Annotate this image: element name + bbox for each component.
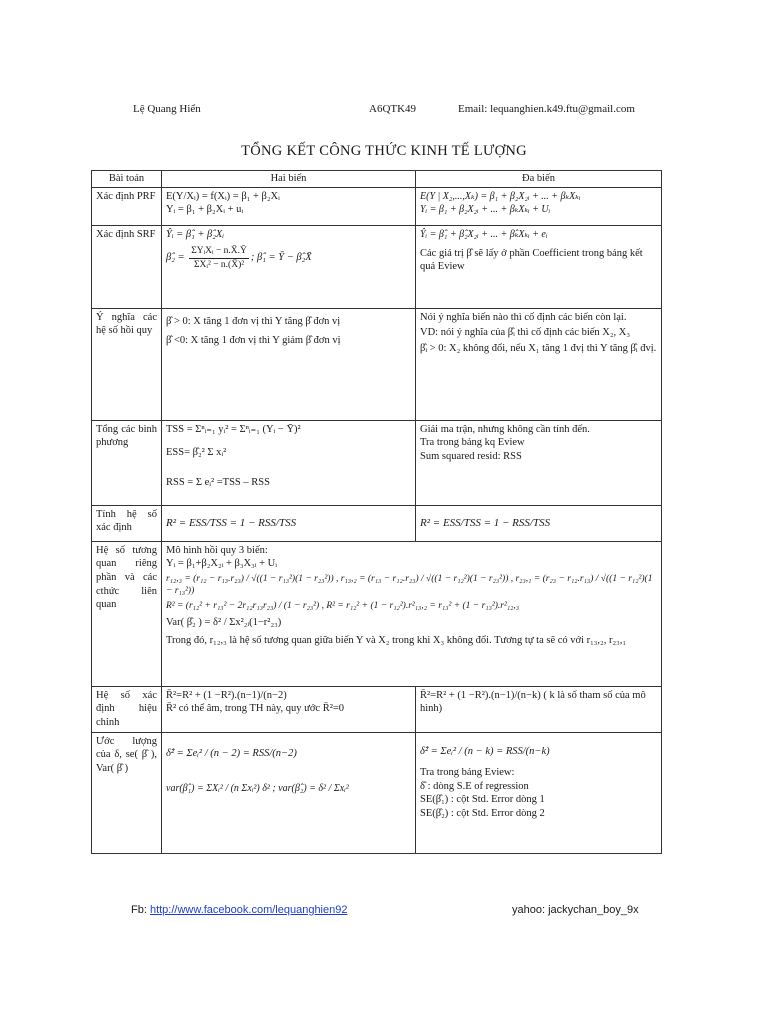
r2-two-var [162, 505, 416, 541]
prf-two-var [162, 187, 416, 225]
topic-srf: Xác định SRF [92, 225, 162, 308]
adj-multi [416, 686, 662, 732]
topic-adj: Hệ số xác định hiệu chỉnh [92, 686, 162, 732]
row-adj [92, 686, 662, 732]
author-email: Email: lequanghien.k49.ftu@gmail.com [458, 103, 635, 115]
sums-multi-line: Tra trong bảng kq Eview [420, 437, 525, 449]
est-two-var-line: δ̂² = Σeᵢ² / (n − 2) = RSS/(n−2) [166, 747, 297, 759]
row-partial [92, 541, 662, 686]
srf-multi-note: Các giá trị β̂ sẽ lấy ở phần Coefficient trong bảng kết quả Eview [420, 247, 643, 273]
meaning-multi [416, 308, 662, 420]
est-two-var [162, 732, 416, 853]
r2-multi-formula: R² = ESS/TSS = 1 − RSS/TSS [420, 516, 551, 529]
est-two-var-line: var(β̂₁) = ΣXᵢ² / (n Σxᵢ²) δ² ; var(β̂₂) = δ² / Σxᵢ² [166, 783, 349, 795]
row-sums [92, 420, 662, 505]
sums-multi-line: Sum squared resid: RSS [420, 450, 522, 462]
srf-beta2-label: β̂₂ = [166, 252, 188, 264]
srf-beta1-formula: ; β̂₁ = Ȳ − β̂₂X̄ [250, 252, 312, 264]
meaning-two-var [162, 308, 416, 420]
partial-line: R² = (r₁₂² + r₁₃² − 2r₁₂r₁₃r₂₃) / (1 − r₂₃²) , R² = r₁₂² + (1 − r₁₂²).r²₁₃,₂ = r₁₃² + (1 − r₁₃²).r²₁₂,₃ [166, 600, 520, 611]
meaning-multi-line: VD: nói ý nghĩa của β̂ᵢ thì cố định các biến X₂, X₃ [420, 327, 631, 339]
partial-content [162, 541, 662, 686]
topic-r2: Tính hệ số xác định [92, 505, 162, 541]
prf-two-var-line: E(Y/Xᵢ) = f(Xᵢ) = β₁ + β₂Xᵢ [166, 190, 280, 202]
footer-yahoo: yahoo: jackychan_boy_9x [512, 904, 639, 916]
meaning-multi-line: Nói ý nghĩa biến nào thì cố định các biến còn lại. [420, 311, 627, 323]
adj-two-var [162, 686, 416, 732]
r2-two-var-formula: R² = ESS/TSS = 1 − RSS/TSS [166, 516, 297, 529]
prf-two-var-line: Yᵢ = β₁ + β₂Xᵢ + uᵢ [166, 204, 244, 216]
est-multi-line: SE(β̂₂) : cột Std. Error dòng 2 [420, 808, 545, 820]
adj-multi-line: R̄²=R² + (1 −R²).(n−1)/(n−k) ( k là số tham số của mô hình) [420, 689, 646, 715]
header-two-var: Hai biến [162, 171, 416, 188]
partial-line: r₁₂,₃ = (r₁₂ − r₁₃.r₂₃) / √((1 − r₁₃²)(1 − r₂₃²)) , r₁₃,₂ = (r₁₃ − r₁₂.r₂₃) / √((1 − r₁₂²)(1 − r₂₃²)) , r₂₃,₁ = (r₂₃ − r₁₂.r₁₃) / √((1 − r₁₂²)(1 − r₁₃²)) [166, 573, 653, 597]
srf-beta2-denominator: ΣXᵢ² − n.(X̄)² [194, 259, 245, 270]
partial-line: Var( β̂₂ ) = δ² / Σx²₂ᵢ(1−r²₂₃) [166, 616, 282, 628]
class-code: A6QTK49 [369, 103, 417, 115]
est-multi-line: SE(β̂₁) : cột Std. Error dòng 1 [420, 794, 545, 806]
facebook-link[interactable]: http://www.facebook.com/lequanghien92 [149, 904, 348, 916]
partial-line: Yᵢ = β₁+β₂X₂ᵢ + β₃X₃ᵢ + Uᵢ [166, 558, 277, 570]
row-srf [92, 225, 662, 308]
row-prf [92, 187, 662, 225]
est-multi-line: δ̂² = Σeᵢ² / (n − k) = RSS/(n−k) [420, 745, 550, 757]
partial-line: Mô hình hồi quy 3 biến: [166, 544, 268, 556]
meaning-two-var-line: β̂ <0: X tăng 1 đơn vị thì Y giảm β̂ đơn vị [166, 335, 341, 347]
est-multi-line: δ̂ : dòng S.E of regression [420, 780, 529, 792]
srf-beta2-numerator: ΣYᵢXᵢ − n.X̄.Ȳ [189, 245, 249, 258]
row-est [92, 732, 662, 853]
srf-two-var-line: Ŷᵢ = β̂₁ + β̂₂Xᵢ [166, 228, 225, 240]
row-r2 [92, 505, 662, 541]
sums-rss: RSS = Σ eᵢ² =TSS – RSS [166, 476, 270, 488]
topic-sums: Tổng các bình phương [92, 420, 162, 505]
srf-beta2-fraction [189, 245, 249, 271]
header-topic: Bài toán [92, 171, 162, 188]
sums-two-var [162, 420, 416, 505]
meaning-two-var-line: β̂ > 0: X tăng 1 đơn vị thì Y tăng β̂ đơn vị [166, 315, 341, 327]
page-title: TỔNG KẾT CÔNG THỨC KINH TẾ LƯỢNG [241, 143, 527, 159]
adj-two-var-line: R̄²=R² + (1 −R²).(n−1)/(n−2) [166, 689, 287, 701]
est-multi [416, 732, 662, 853]
sums-tss: TSS = Σⁿᵢ₌₁ yᵢ² = Σⁿᵢ₌₁ (Yᵢ − Ȳ)² [166, 423, 301, 435]
sums-multi [416, 420, 662, 505]
sums-multi-line: Giải ma trận, nhưng không cần tính đến. [420, 423, 590, 435]
topic-est: Ước lượng của δ, se( β̂ ), Var( β̂ ) [92, 732, 162, 853]
partial-line: Trong đó, r₁₂,₃ là hệ số tương quan giữa biến Y và X₂ trong khi X₃ không đổi. Tương tự ta sẽ có với r₁₃,₂, r₂₃,₁ [166, 634, 627, 646]
meaning-multi-line: β̂ᵢ > 0: X₂ không đổi, nếu X₁ tăng 1 đvị thì Y tăng β̂ᵢ đvị. [420, 342, 657, 354]
topic-partial: Hệ số tương quan riêng phần và các cthức liên quan [92, 541, 162, 686]
prf-multi [416, 187, 662, 225]
formula-table [91, 170, 662, 854]
adj-two-var-line: R̄² có thể âm, trong TH này, quy ước R̄²=0 [166, 703, 345, 715]
footer-fb-label: Fb: [131, 904, 150, 916]
topic-meaning: Ý nghĩa các hệ số hồi quy [92, 308, 162, 420]
srf-multi-line: Ŷᵢ = β̂₁ + β̂₂X₂ᵢ + ... + β̂ₖXₖᵢ + eᵢ [420, 228, 548, 240]
row-meaning [92, 308, 662, 420]
author-name: Lệ Quang Hiển [133, 103, 201, 115]
topic-prf: Xác định PRF [92, 187, 162, 225]
header-multi-var: Đa biến [416, 171, 662, 188]
sums-ess: ESS= β̂₂² Σ xᵢ² [166, 447, 227, 459]
footer-facebook [131, 904, 347, 916]
est-multi-line: Tra trong bảng Eview: [420, 767, 515, 779]
table-header-row [92, 171, 662, 188]
prf-multi-line: E(Y | X₂,...,Xₖ) = β₁ + β₂X₂ᵢ + ... + βₖXₖᵢ [420, 190, 581, 202]
prf-multi-line: Yᵢ = β₁ + β₂X₂ᵢ + ... + βₖXₖᵢ + Uᵢ [420, 203, 551, 215]
srf-two-var [162, 225, 416, 308]
r2-multi [416, 505, 662, 541]
srf-multi [416, 225, 662, 308]
